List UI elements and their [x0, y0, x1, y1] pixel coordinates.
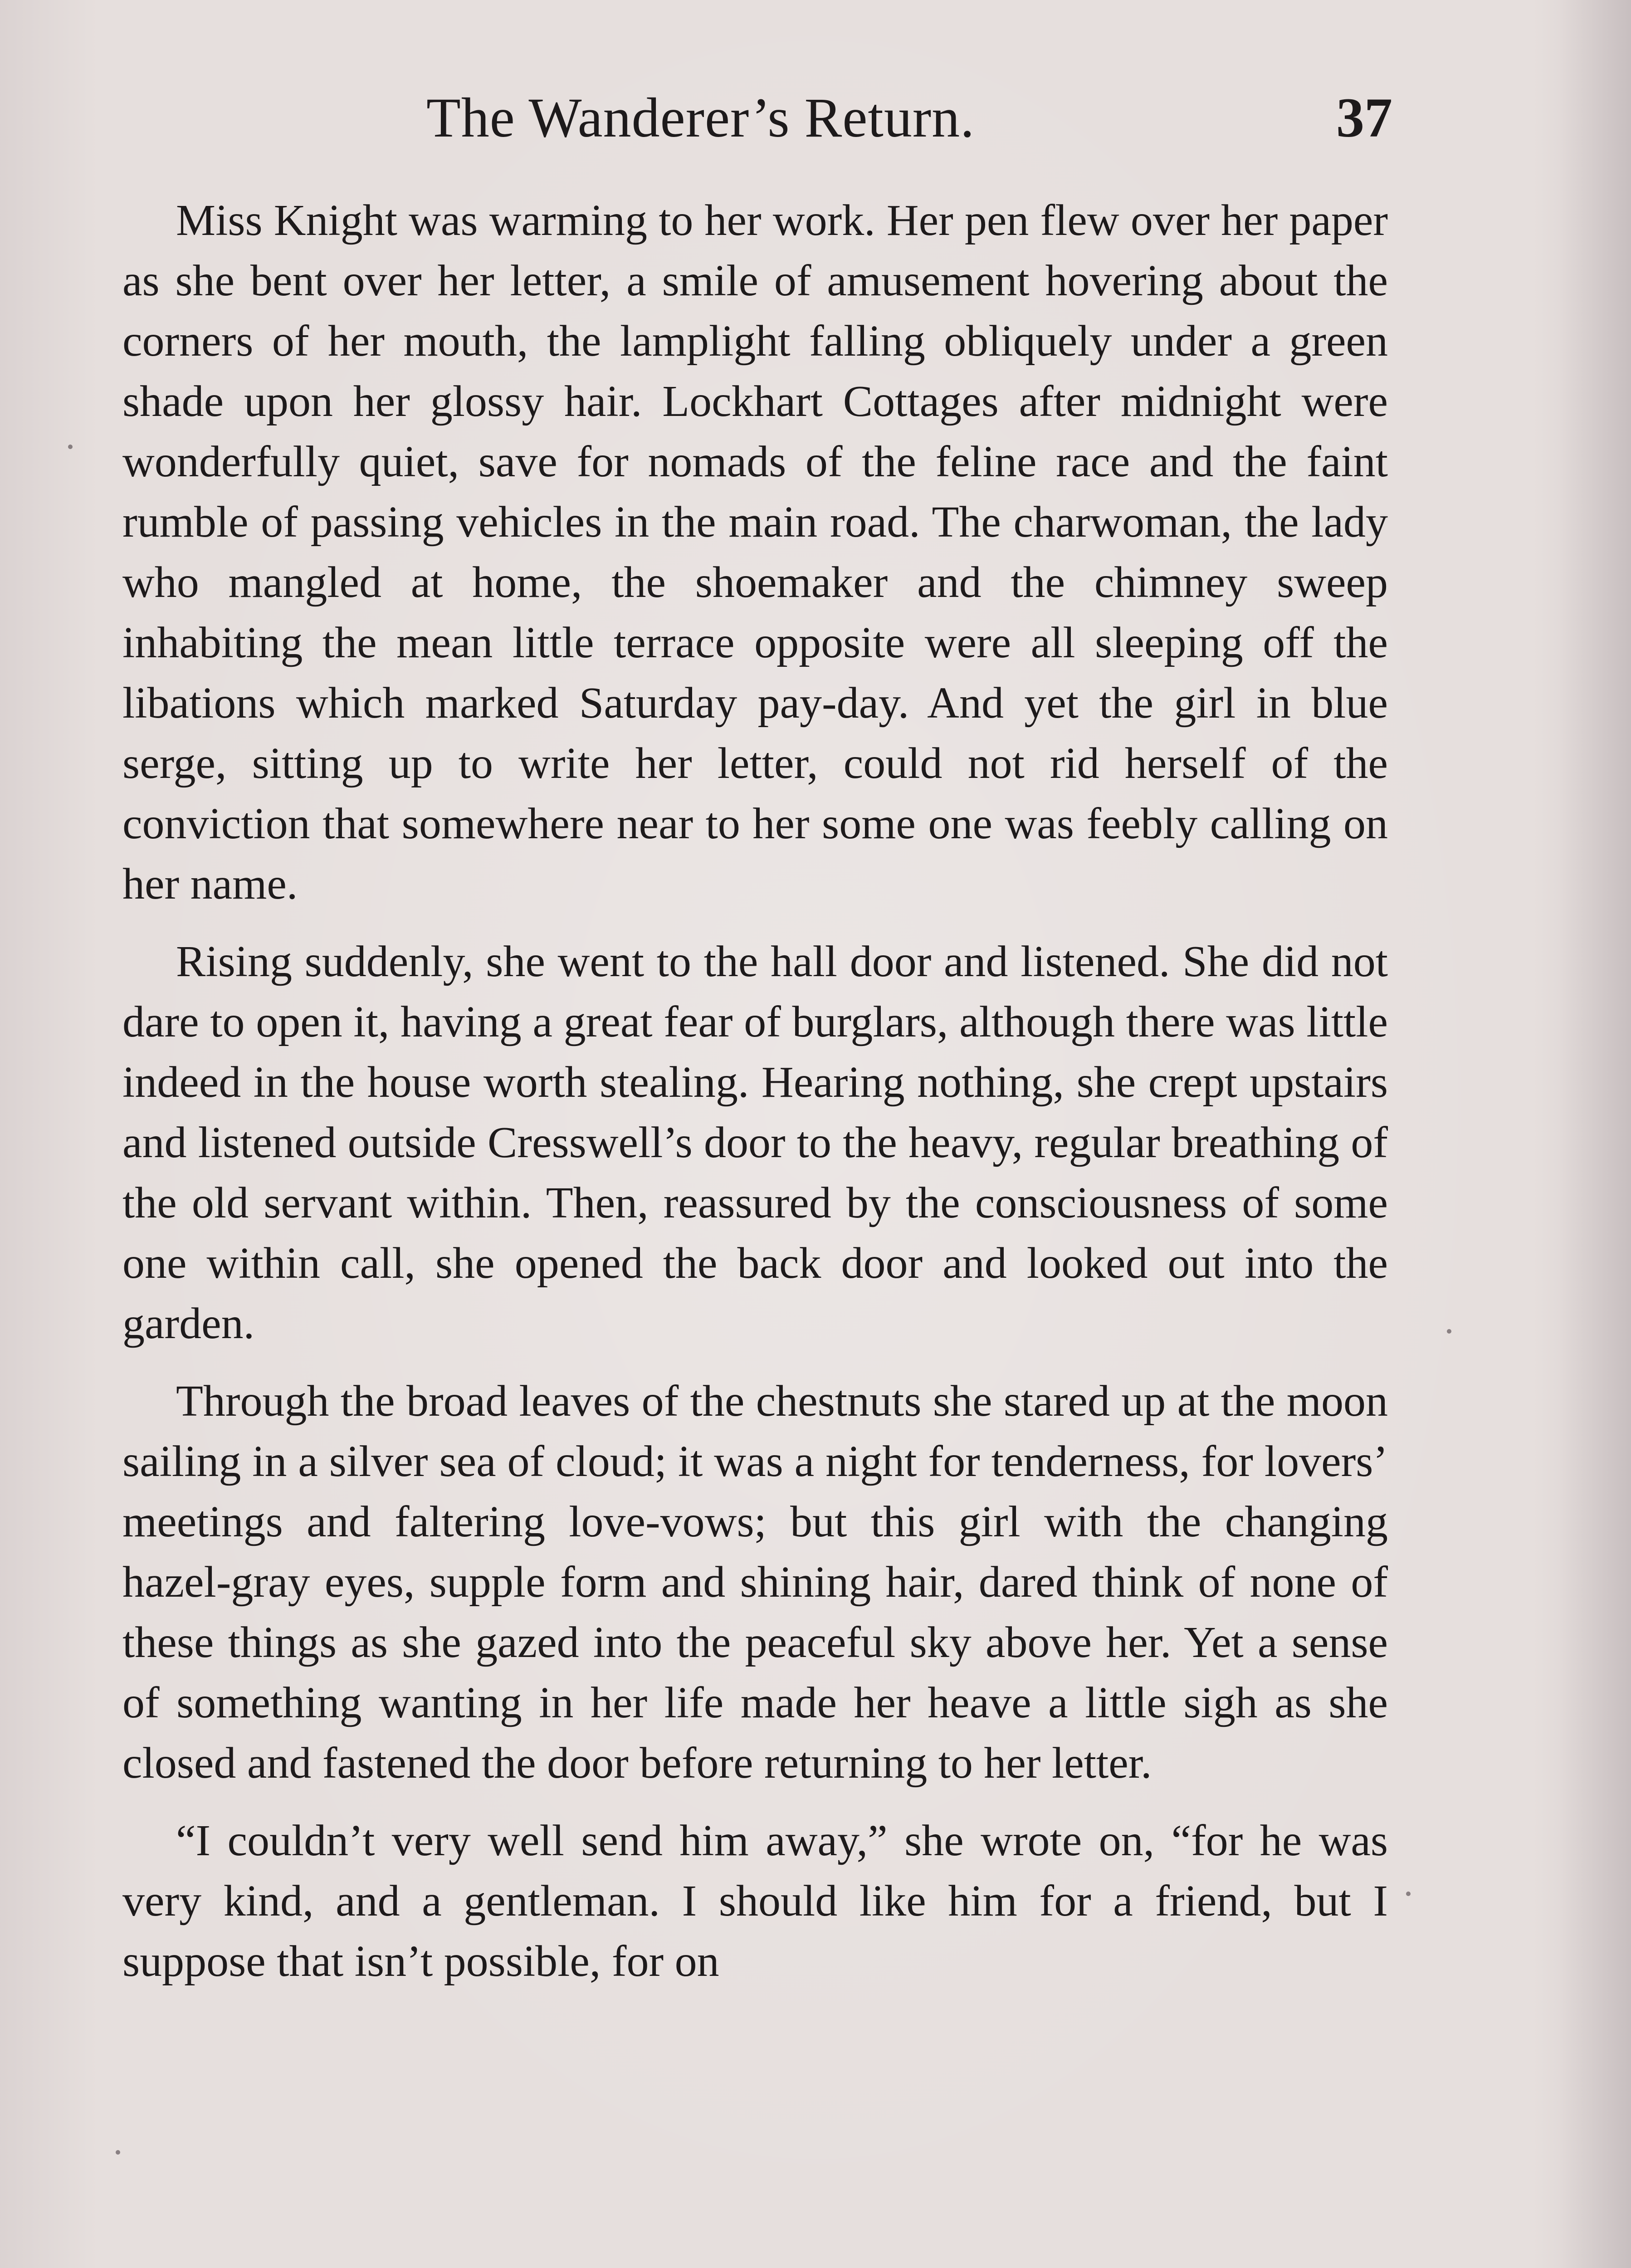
page-speck — [68, 445, 73, 449]
page-number: 37 — [1336, 87, 1392, 149]
page-speck — [116, 2150, 120, 2155]
paragraph: Miss Knight was warming to her work. Her pen flew over her paper as she bent over her letter, a smile of amusement hovering about the corners of her mouth, the lamplight falling obliquely under a green shade upon her glossy hair. Lockhart Cottages after midnight were wonderfully quiet, save for nomads of the feline race and the faint rumble of passing vehicles in the main road. The charwoman, the lady who mangled at home, the shoemaker and the chimney sweep inhabiting the mean little terrace opposite were all sleeping off the libations which marked Saturday pay-day. And yet the girl in blue serge, sitting up to write her letter, could not rid herself of the conviction that somewhere near to her some one was feebly calling on her name. — [122, 196, 1388, 909]
page-speck — [1406, 1892, 1411, 1896]
page-edge-shadow — [1558, 0, 1631, 2268]
paragraph: “I couldn’t very well send him away,” she wrote on, “for he was very kind, and a gentleman. I should like him for a friend, but I suppose that isn’t possible, for on — [122, 1816, 1388, 1986]
page-speck — [1447, 1329, 1451, 1334]
running-title: The Wanderer’s Return. — [426, 87, 975, 149]
paragraph: Rising suddenly, she went to the hall door and listened. She did not dare to open it, having a great fear of burglars, although there was little indeed in the house worth stealing. Hearing nothing, she crept upstairs and listened outside Cresswell’s door to the heavy, regular breathing of the old servant within. Then, reassured by the consciousness of some one within call, she opened the back door and looked out into the garden. — [122, 937, 1388, 1348]
body-text — [122, 191, 1388, 2009]
paragraph: Through the broad leaves of the chestnuts she stared up at the moon sailing in a silver sea of cloud; it was a night for tenderness, for lovers’ meetings and faltering love-vows; but this girl with the changing hazel-gray eyes, supple form and shining hair, dared think of none of these things as she gazed into the peaceful sky above her. Yet a sense of something wanting in her life made her heave a little sigh as she closed and fastened the door before returning to her letter. — [122, 1377, 1388, 1788]
running-head — [122, 68, 1392, 168]
